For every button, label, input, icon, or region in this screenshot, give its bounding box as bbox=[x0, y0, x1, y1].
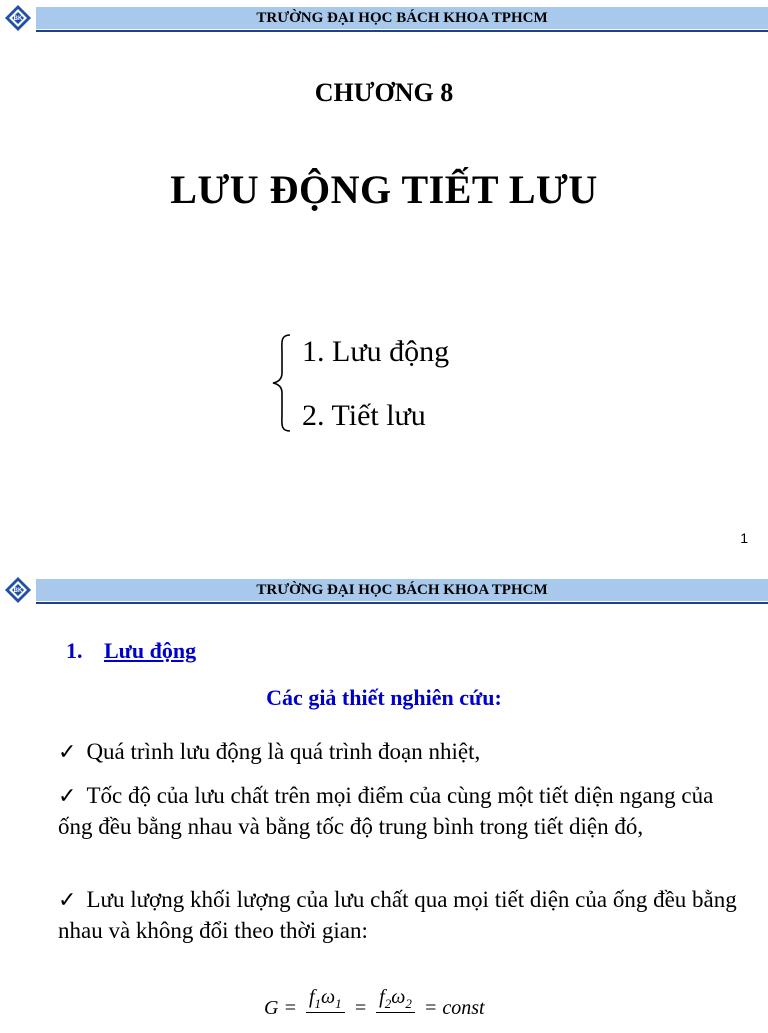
formula-lhs: G = bbox=[264, 997, 297, 1020]
formula-fraction-2 bbox=[376, 986, 415, 1033]
svg-text:BK: BK bbox=[13, 16, 23, 22]
section-title: Lưu động bbox=[104, 638, 197, 663]
formula-symbol: f bbox=[379, 986, 385, 1008]
formula-subscript: 2 bbox=[384, 996, 392, 1011]
left-brace-icon bbox=[270, 333, 294, 433]
assumption-text: Lưu lượng khối lượng của lưu chất qua mọi tiết diện của ống đều bằng nhau và không đổi theo thời gian: bbox=[58, 887, 737, 943]
assumption-text: Tốc độ của lưu chất trên mọi điểm của cùng một tiết diện ngang của ống đều bằng nhau và bằng tốc độ trung bình trong tiết diện đó, bbox=[58, 783, 714, 839]
formula-subscript: 1 bbox=[335, 996, 342, 1011]
slide-header bbox=[0, 4, 768, 32]
assumption-1 bbox=[58, 736, 748, 767]
toc-item-tiet-luu: 2. Tiết lưu bbox=[302, 399, 426, 432]
section-number: 1. bbox=[66, 638, 83, 663]
university-logo-icon bbox=[4, 4, 32, 32]
svg-text:BK: BK bbox=[13, 588, 23, 594]
formula-subscript: 1 bbox=[314, 996, 322, 1011]
formula-symbol: f bbox=[308, 986, 315, 1008]
page-number: 1 bbox=[740, 530, 748, 546]
checkmark-icon: ✓ bbox=[58, 783, 77, 808]
assumption-text: Quá trình lưu động là quá trình đoạn nhiệt, bbox=[86, 739, 481, 764]
subheading: Các giả thiết nghiên cứu: bbox=[266, 685, 502, 710]
slide-header bbox=[0, 576, 768, 604]
assumption-3 bbox=[58, 884, 748, 946]
university-logo-icon bbox=[4, 576, 32, 604]
header-title: TRƯỜNG ĐẠI HỌC BÁCH KHOA TPHCM bbox=[256, 10, 548, 26]
assumption-2 bbox=[58, 780, 748, 842]
chapter-title: LƯU ĐỘNG TIẾT LƯU bbox=[170, 167, 598, 212]
checkmark-icon: ✓ bbox=[58, 739, 77, 764]
header-underline bbox=[36, 602, 768, 604]
mass-flow-formula bbox=[264, 986, 485, 1033]
slide-gap bbox=[0, 548, 768, 572]
formula-subscript: 2 bbox=[405, 996, 412, 1011]
header-title: TRƯỜNG ĐẠI HỌC BÁCH KHOA TPHCM bbox=[256, 582, 548, 598]
checkmark-icon: ✓ bbox=[58, 887, 77, 912]
formula-symbol: ω bbox=[391, 986, 406, 1008]
formula-fraction-1 bbox=[306, 986, 345, 1033]
formula-equals: = bbox=[353, 997, 368, 1020]
formula-rhs: = const bbox=[423, 997, 485, 1020]
chapter-label: CHƯƠNG 8 bbox=[314, 78, 454, 107]
toc-item-luu-dong: 1. Lưu động bbox=[302, 335, 450, 368]
header-underline bbox=[36, 30, 768, 32]
formula-symbol: ω bbox=[321, 986, 336, 1008]
